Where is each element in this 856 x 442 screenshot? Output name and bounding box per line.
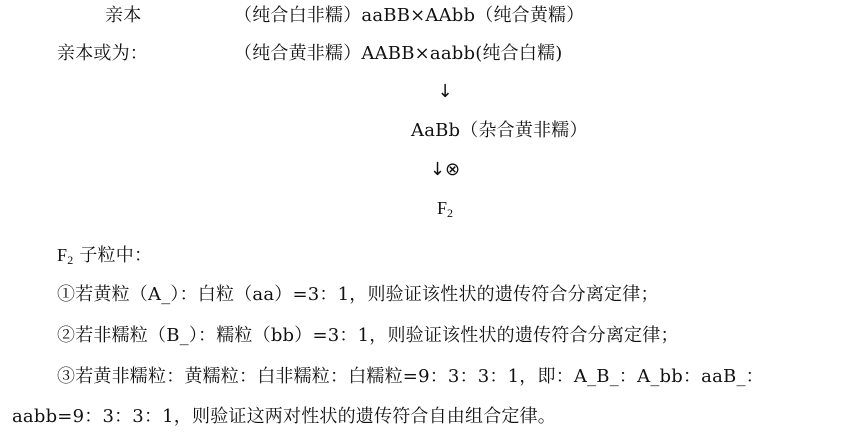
f2-heading-base: F [57, 245, 68, 265]
result-item-1: ①若黄粒（A_）：白粒（aa）=3：1，则验证该性状的遗传符合分离定律； [57, 284, 659, 305]
result-item-3: ③若黄非糯粒：黄糯粒：白非糯粒：白糯粒=9：3：3：1，即：A_B_：A_bb：aaB_： [57, 366, 764, 387]
parent-label-2: 亲本或为： [57, 43, 148, 64]
parent-label-1: 亲本 [105, 5, 142, 26]
f2-label-subscript: 2 [447, 206, 453, 220]
f2-label [405, 196, 485, 220]
f1-result: AaBb（杂合黄非糯） [411, 120, 588, 141]
f2-heading-subscript: 2 [67, 253, 74, 267]
result-item-2: ②若非糯粒（B_）：糯粒（bb）=3：1，则验证该性状的遗传符合分离定律； [57, 325, 679, 346]
down-arrow-icon: ↓ [437, 81, 453, 102]
parent-cross-expression-2: （纯合黄非糯）AABB×aabb(纯合白糯) [234, 43, 563, 64]
result-item-3-continuation: aabb=9：3：3：1，则验证这两对性状的遗传符合自由组合定律。 [12, 406, 556, 427]
self-cross-arrow-icon: ↓⊗ [429, 159, 461, 180]
f2-label-base: F [436, 198, 447, 218]
parent-cross-expression-1: （纯合白非糯）aaBB×AAbb（纯合黄糯） [234, 5, 585, 26]
f2-heading-text: 子粒中： [73, 245, 153, 266]
f2-seed-heading [57, 243, 152, 268]
